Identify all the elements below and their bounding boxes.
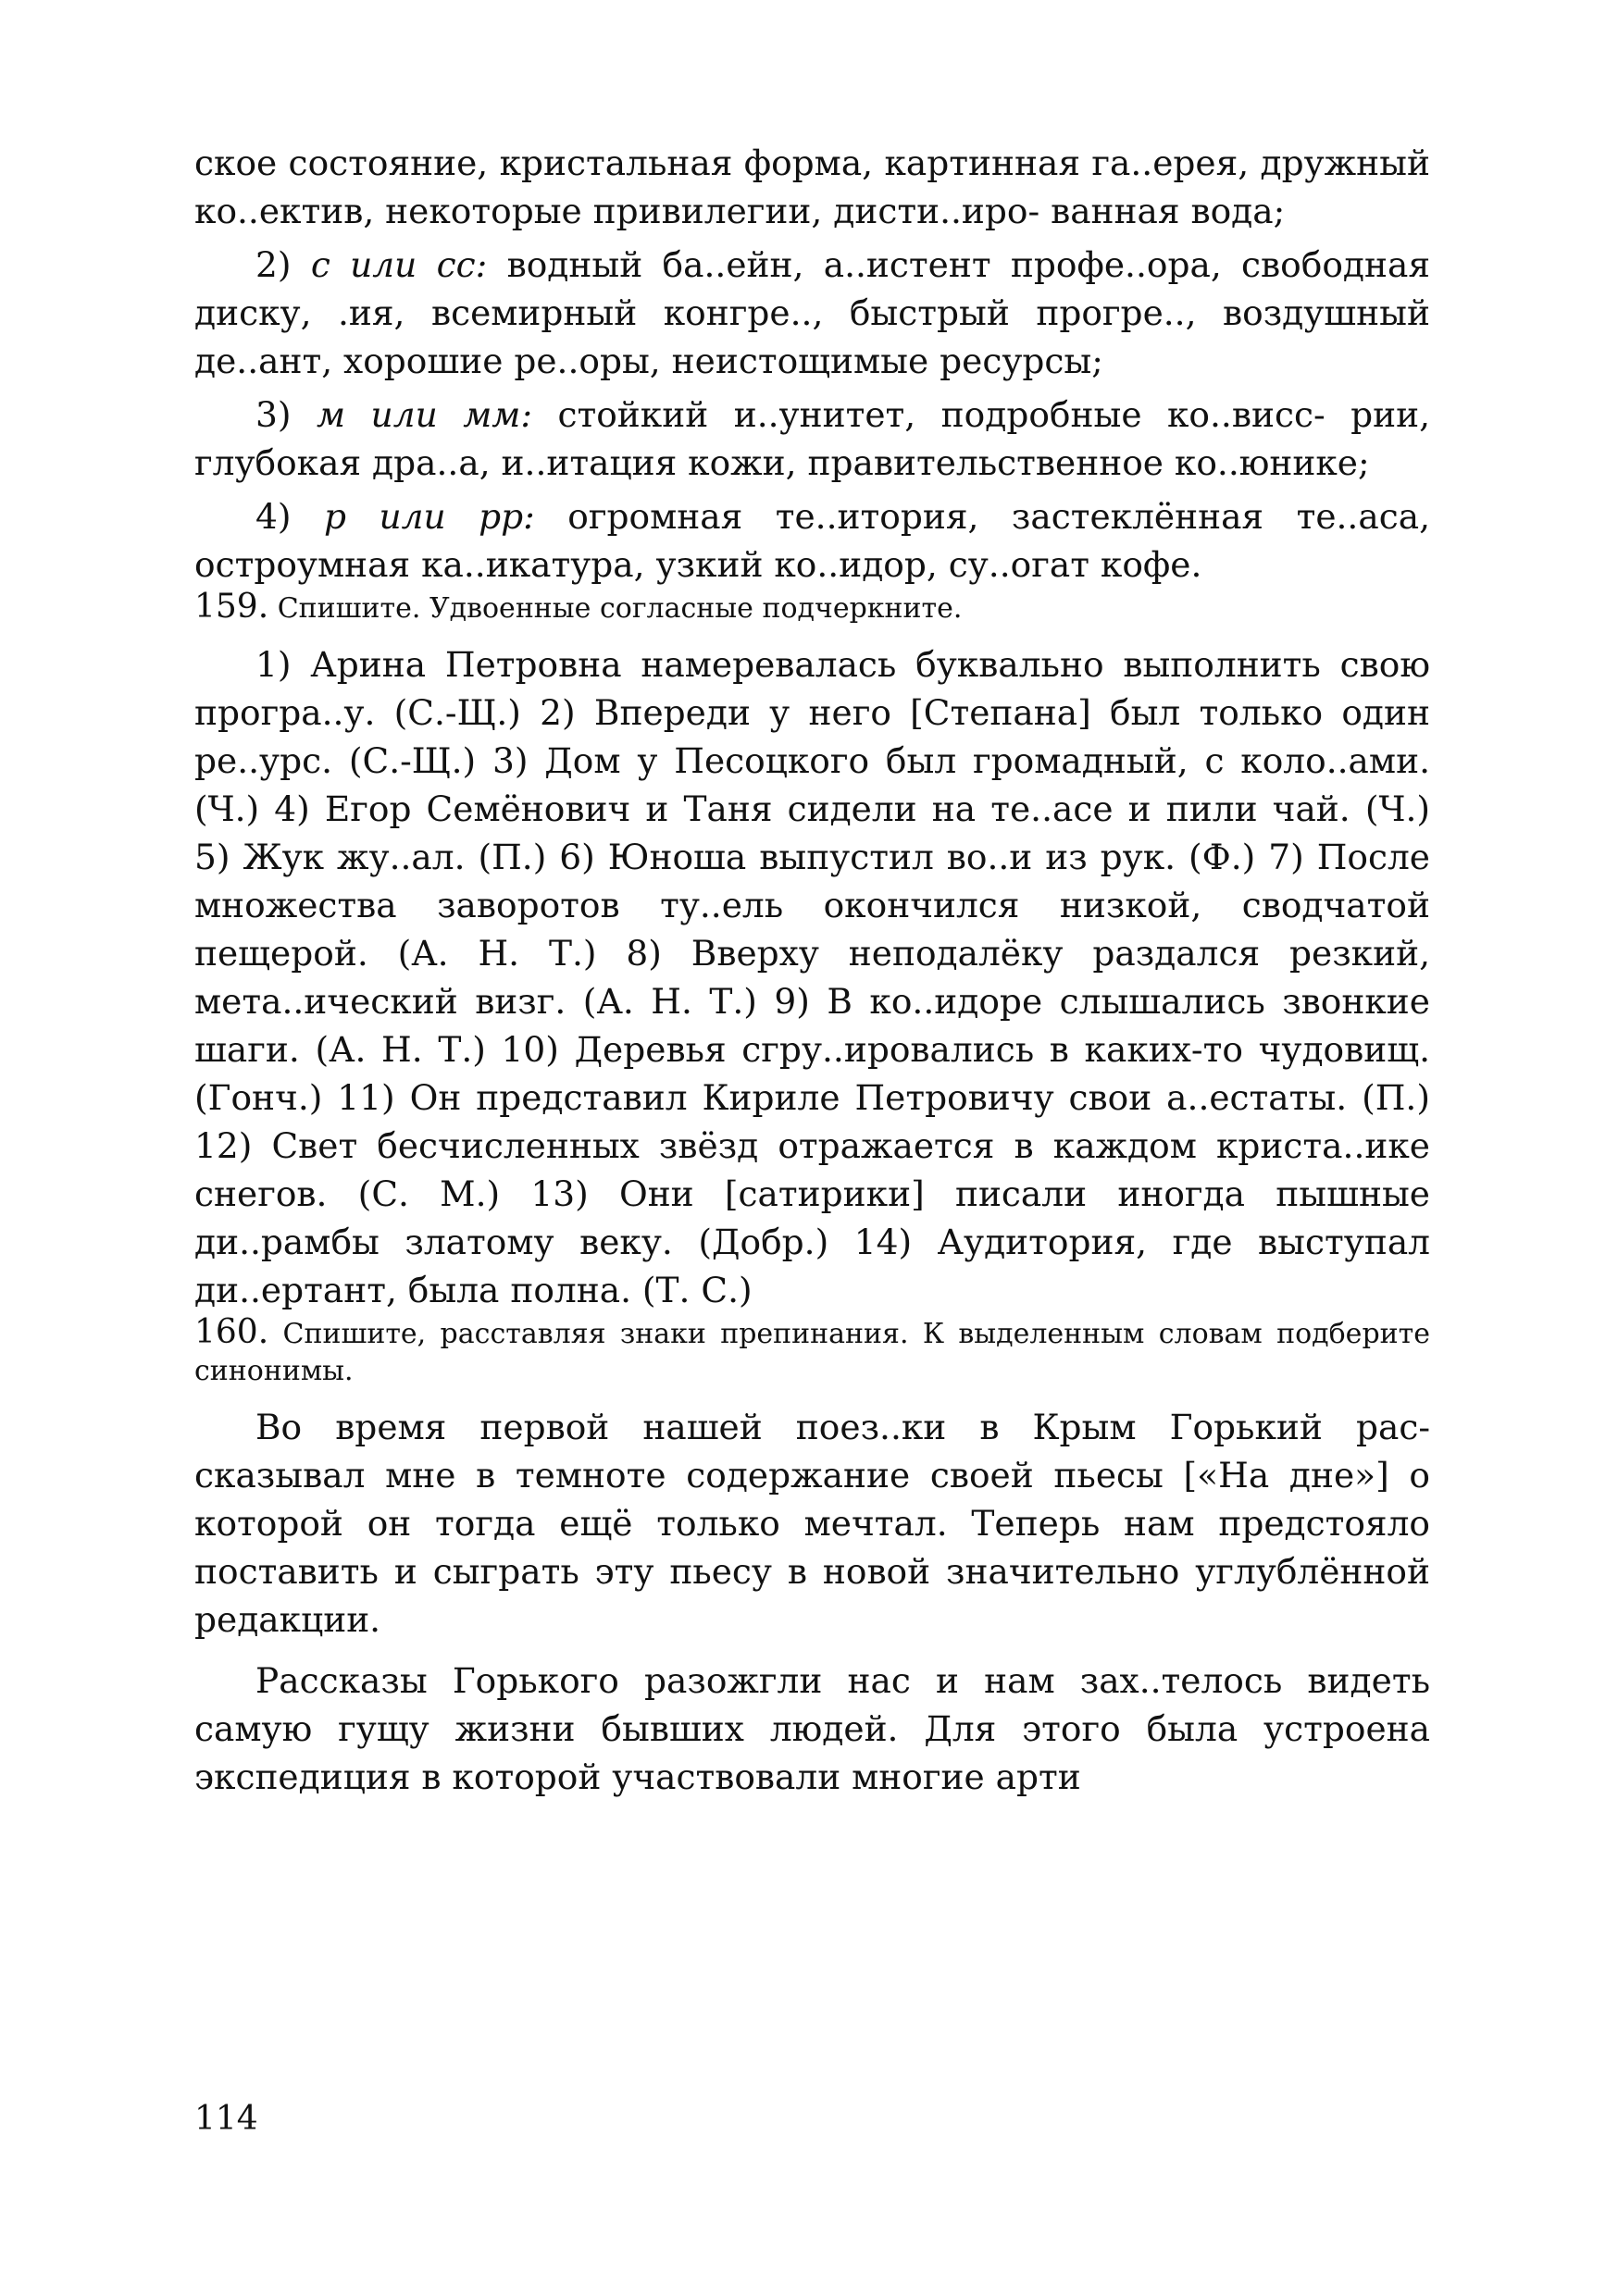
exercise-number: 160.	[194, 1313, 269, 1351]
item-text: водный ба..ейн, а..истент профе..ора, свободная диску, .ия, всемирный конгре.., быстрый прогре.., воздушный де..ант, хорошие ре..оры, неистощимые ресурсы;	[194, 244, 1431, 381]
item-letters: м или мм:	[316, 394, 533, 435]
ex159-text: 1) Арина Петровна намеревалась буквально выполнить свою програ..у. (С.-Щ.) 2) Впереди у него [Степана] был только один ре..урс. (С.-Щ.) 3) Дом у Песоцкого был громадный, с коло..ами. (Ч.) 4) Егор Семёнович и Таня сидели на те..асе и пили чай. (Ч.) 5) Жук жу..ал. (П.) 6) Юноша выпустил во..и из рук. (Ф.) 7) После множества заворотов ту..ель окончился низкой, сводчатой пещерой. (А. Н. Т.) 8) Вверху неподалёку раздался резкий, мета..ический визг. (А. Н. Т.) 9) В ко..идоре слышались звонкие шаги. (А. Н. Т.) 10) Деревья сгру..ировались в каких-то чудовищ. (Гонч.) 11) Он представил Кириле Петровичу свои а..естаты. (П.) 12) Свет бесчисленных звёзд отражается в каждом криста..ике снегов. (С. М.) 13) Они [сатирики] писали иногда пышные ди..рамбы златому веку. (Добр.) 14) Аудитория, где выступал ди..ертант, была полна. (Т. С.)	[194, 644, 1430, 1310]
item-text: стойкий и..унитет, подробные ко..висс- рии, глубокая дра..а, и..итация кожи, правительственное ко..юнике;	[194, 394, 1430, 483]
ex158-continuation: ское состояние, кристальная форма, картинная га..ерея, дружный ко..ектив, некоторые привилегии, дисти..иро- ванная вода;	[194, 143, 1430, 231]
exercise-task: Спишите. Удвоенные согласные подчеркните.	[277, 592, 963, 625]
item-letters: р или рр:	[323, 496, 535, 537]
exercise-number: 159.	[194, 588, 269, 626]
exercise-task: Спишите, расставляя знаки препинания. К выделенным словам подберите синонимы.	[194, 1318, 1430, 1387]
item-text: огромная те..итория, застеклённая те..аса, остроумная ка..икатура, узкий ко..идор, су..огат кофе.	[194, 496, 1430, 585]
ex158-item-2	[194, 241, 1430, 385]
item-letters: с или сс:	[310, 244, 488, 285]
item-number: 2)	[255, 244, 292, 285]
ex158-item-3	[194, 391, 1430, 487]
item-number: 4)	[255, 496, 292, 537]
ex160-heading	[194, 1314, 1430, 1390]
ex159-heading	[194, 589, 1430, 627]
page-number: 114	[194, 2100, 258, 2138]
ex158-item-4	[194, 492, 1430, 589]
ex160-paragraph-1: Во время первой нашей поез..ки в Крым Горький рас- сказывал мне в темноте содержание своей пьесы [«На дне»] о которой он тогда ещё только мечтал. Теперь нам предстояло поставить и сыграть эту пьесу в новой значительно углублённой редакции.	[194, 1407, 1430, 1640]
ex160-paragraph-2: Рассказы Горького разожгли нас и нам зах..телось видеть самую гущу жизни бывших людей. Для этого была устроена экспедиция в которой участвовали многие арти	[194, 1660, 1430, 1797]
page-content	[194, 139, 1430, 1801]
item-number: 3)	[255, 394, 292, 435]
